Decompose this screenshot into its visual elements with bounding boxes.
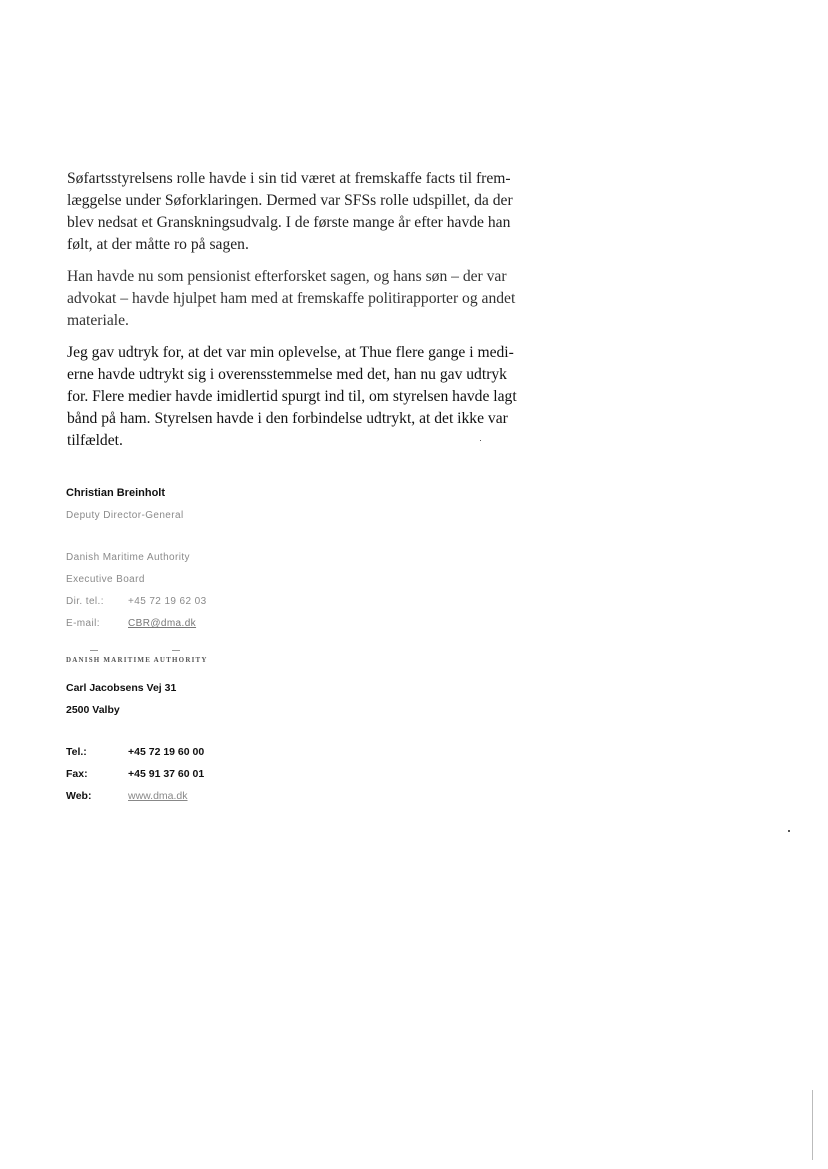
signature-direct-phone xyxy=(66,596,207,607)
address-street: Carl Jacobsens Vej 31 xyxy=(66,682,177,694)
email-link[interactable]: CBR@dma.dk xyxy=(128,618,197,629)
contact-web xyxy=(66,790,188,802)
signature-title: Deputy Director-General xyxy=(66,510,184,521)
text-line: for. Flere medier havde imidlertid spurgt ind til, om styrelsen havde lagt xyxy=(67,388,517,405)
scan-speck xyxy=(480,440,481,441)
contact-fax xyxy=(66,768,204,780)
text-line: følt, at der måtte ro på sagen. xyxy=(67,236,249,253)
signature-email xyxy=(66,618,196,629)
body-paragraph-2 xyxy=(67,266,557,332)
body-paragraph-3 xyxy=(67,342,557,452)
telephone-label: Tel.: xyxy=(66,746,87,758)
telephone-value: +45 72 19 60 00 xyxy=(128,746,205,758)
logo-accent-mark xyxy=(90,650,98,651)
direct-phone-label: Dir. tel.: xyxy=(66,596,104,607)
fax-label: Fax: xyxy=(66,768,88,780)
address-city: 2500 Valby xyxy=(66,704,120,716)
text-line: Han havde nu som pensionist efterforsket sagen, og hans søn – der var xyxy=(67,268,507,285)
logo-accent-mark xyxy=(172,650,180,651)
text-line: blev nedsat et Granskningsudvalg. I de første mange år efter havde han xyxy=(67,214,511,231)
signature-name: Christian Breinholt xyxy=(66,487,166,499)
direct-phone-value: +45 72 19 62 03 xyxy=(128,596,207,607)
text-line: læggelse under Søforklaringen. Dermed var SFSs rolle udspillet, da der xyxy=(67,192,513,209)
contact-telephone xyxy=(66,746,204,758)
text-line: materiale. xyxy=(67,312,129,329)
web-label: Web: xyxy=(66,790,92,802)
text-line: bånd på ham. Styrelsen havde i den forbindelse udtrykt, at det ikke var xyxy=(67,410,508,427)
text-line: tilfældet. xyxy=(67,432,123,449)
fax-value: +45 91 37 60 01 xyxy=(128,768,205,780)
text-line: Søfartsstyrelsens rolle havde i sin tid været at fremskaffe facts til frem- xyxy=(67,170,511,187)
body-paragraph-1 xyxy=(67,168,557,256)
organization-logo: DANISH MARITIME AUTHORITY xyxy=(66,656,208,664)
text-line: advokat – havde hjulpet ham med at fremskaffe politirapporter og andet xyxy=(67,290,516,307)
signature-board: Executive Board xyxy=(66,574,145,585)
scan-edge-line xyxy=(812,1090,813,1160)
text-line: erne havde udtrykt sig i overensstemmelse med det, han nu gav udtryk xyxy=(67,366,507,383)
text-line: Jeg gav udtryk for, at det var min oplevelse, at Thue flere gange i medi- xyxy=(67,344,514,361)
web-link[interactable]: www.dma.dk xyxy=(128,790,188,802)
email-label: E-mail: xyxy=(66,618,100,629)
scan-speck xyxy=(788,830,790,832)
signature-organization: Danish Maritime Authority xyxy=(66,552,190,563)
